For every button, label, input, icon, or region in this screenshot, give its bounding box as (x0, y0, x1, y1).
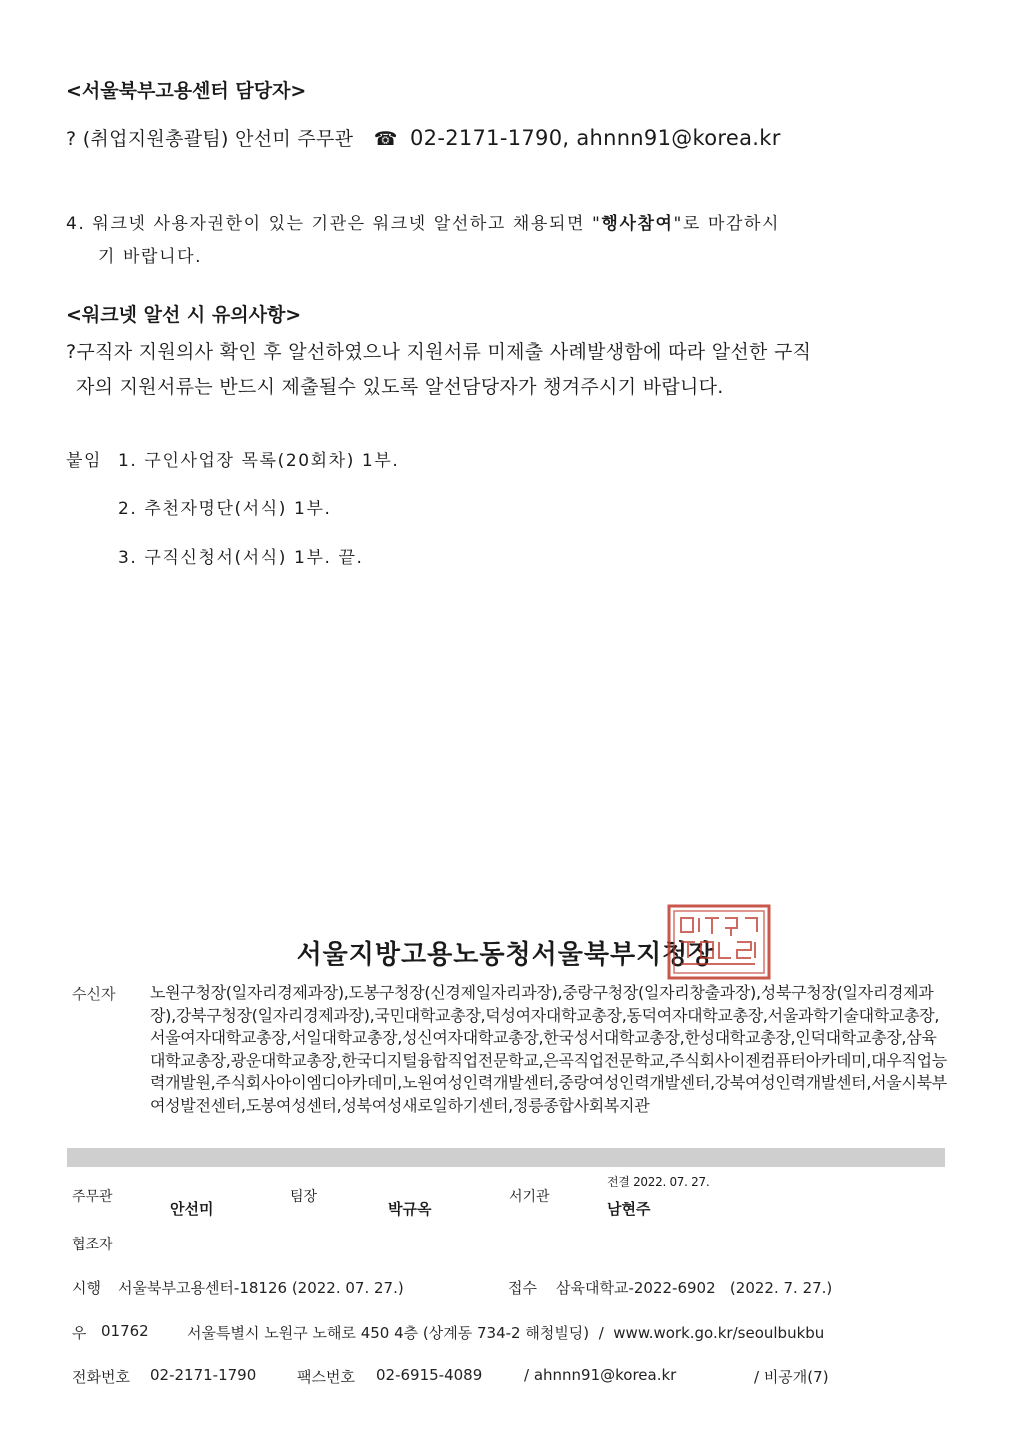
fax-label: 팩스번호 (297, 1368, 355, 1386)
signature-name-2: 박규옥 (388, 1200, 432, 1218)
contact-person: ? (취업지원총괄팀) 안선미 주무관 (66, 128, 354, 150)
phone-label: 전화번호 (72, 1368, 130, 1386)
enforce-value: 서울북부고용센터-18126 (2022. 07. 27.) (118, 1279, 404, 1297)
caution-line2: 자의 지원서류는 반드시 제출될수 있도록 알선담당자가 챙겨주시기 바랍니다. (76, 376, 724, 398)
contact-phone-email: 02-2171-1790, ahnnn91@korea.kr (410, 126, 781, 150)
cooperator-label: 협조자 (72, 1237, 113, 1253)
receive-value: 삼육대학교-2022-6902 (2022. 7. 27.) (556, 1279, 833, 1297)
signature-name-1: 안선미 (170, 1200, 214, 1218)
approval-note: 전결 2022. 07. 27. (607, 1175, 710, 1189)
phone-number: 02-2171-1790 (150, 1366, 257, 1384)
caution-line1: ?구직자 지원의사 확인 후 알선하였으나 지원서류 미제출 사례발생함에 따라 알선한 구직 (66, 341, 812, 363)
item4-text-after: "로 마감하시 (673, 214, 781, 234)
recipients-list: 노원구청장(일자리경제과장),도봉구청장(신경제일자리과장),중랑구청장(일자리창출과장),성북구청장(일자리경제과장),강북구청장(일자리경제과장),국민대학교총장,덕성여자대학교총장,동덕여자대학교총장,서울과학기술대학교총장,서울여자대학교총장,서일대학교총장,성신여자대학교총장,한국성서대학교총장,한성대학교총장,인덕대학교총장,삼육대학교총장,광운대학교총장,한국디지털융합직업전문학교,은곡직업전문학교,주식회사이젠컴퓨터아카데미,대우직업능력개발원,주식회사아이엠디아카데미,노원여성인력개발센터,중랑여성인력개발센터,강북여성인력개발센터,서울시북부여성발전센터,도봉여성센터,성북여성새로일하기센터,정릉종합사회복지관 (150, 983, 947, 1115)
receive-label: 접수 (508, 1279, 537, 1297)
caution-heading: <워크넷 알선 시 유의사항> (66, 304, 302, 326)
address-line: 서울특별시 노원구 노해로 450 4층 (상계동 734-2 해청빌딩) / www.work.go.kr/seoulbukbu (187, 1324, 825, 1342)
phone-icon: ☎ (373, 128, 398, 150)
fax-number: 02-6915-4089 (376, 1366, 483, 1384)
item4-text-before: 4. 워크넷 사용자권한이 있는 기관은 워크넷 알선하고 채용되면 " (66, 214, 602, 234)
signature-name-3: 남현주 (607, 1200, 651, 1218)
signature-role-3: 서기관 (509, 1189, 550, 1205)
item4-line2: 기 바랍니다. (98, 247, 203, 267)
signature-role-2: 팀장 (290, 1189, 318, 1205)
attachment-item-2: 2. 추천자명단(서식) 1부. (118, 499, 332, 519)
postal-label: 우 (72, 1324, 87, 1342)
disclosure-status: / 비공개(7) (754, 1368, 829, 1386)
enforce-label: 시행 (72, 1279, 101, 1297)
contact-heading: <서울북부고용센터 담당자> (66, 80, 307, 102)
contact-line (66, 124, 781, 151)
official-seal-icon (667, 904, 771, 980)
item4-line1 (66, 209, 780, 234)
attachment-label: 붙임 (66, 451, 103, 471)
signature-role-1: 주무관 (72, 1189, 113, 1205)
attachment-item-3: 3. 구직신청서(서식) 1부. 끝. (118, 548, 364, 568)
postal-code: 01762 (101, 1322, 149, 1340)
item4-bold-text: 행사참여 (601, 214, 674, 234)
issuer-title: 서울지방고용노동청서울북부지청장 (296, 940, 715, 970)
recipients-label: 수신자 (72, 985, 116, 1003)
footer-email: / ahnnn91@korea.kr (524, 1366, 677, 1384)
divider-bar (67, 1148, 945, 1167)
attachment-item-1: 1. 구인사업장 목록(20회차) 1부. (118, 451, 400, 471)
